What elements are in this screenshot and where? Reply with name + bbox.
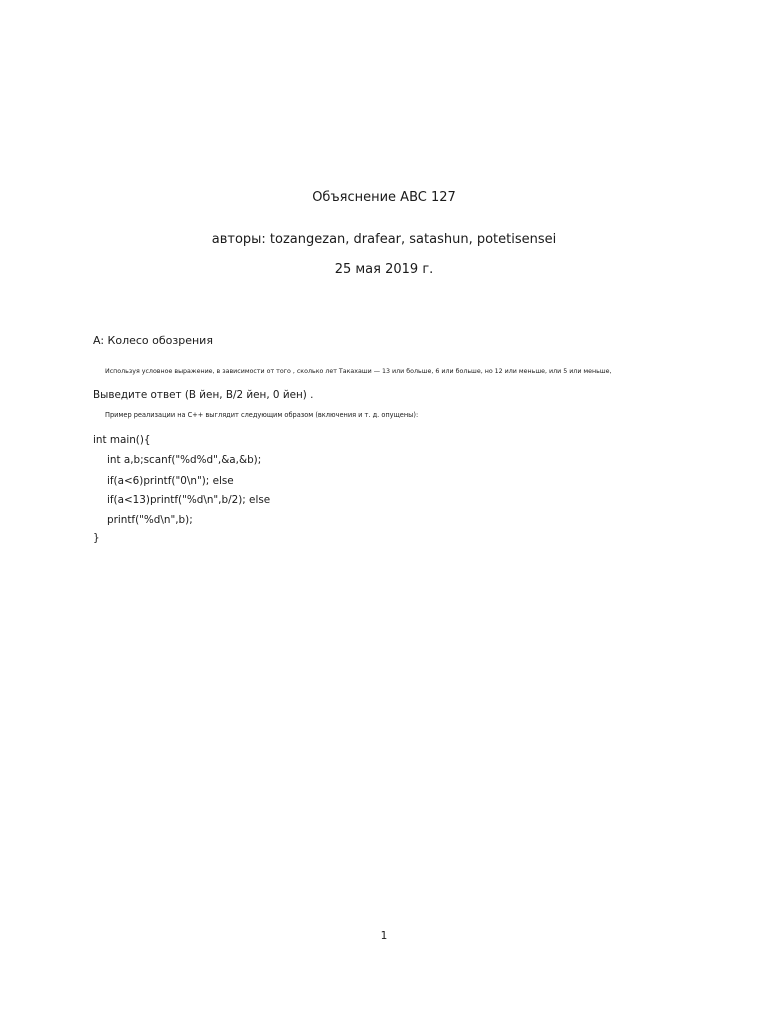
code-line: } xyxy=(93,532,100,544)
page-number: 1 xyxy=(380,930,388,942)
code-line: if(a<6)printf("0\n"); else xyxy=(107,475,234,487)
code-line: printf("%d\n",b); xyxy=(107,514,193,526)
section-heading: A: Колесо обозрения xyxy=(93,334,213,347)
problem-description: Используя условное выражение, в зависимости от того , сколько лет Такахаши — 13 или больше, 6 или больше, но 12 или меньше, или 5 или меньше, xyxy=(105,368,612,375)
document-authors: авторы: tozangezan, drafear, satashun, potetisensei xyxy=(211,232,557,247)
code-line: if(a<13)printf("%d\n",b/2); else xyxy=(107,494,271,506)
document-date: 25 мая 2019 г. xyxy=(334,262,434,277)
code-line: int a,b;scanf("%d%d",&a,&b); xyxy=(107,454,262,466)
code-line: int main(){ xyxy=(93,434,151,446)
document-title: Объяснение ABC 127 xyxy=(312,190,456,205)
output-instruction: Выведите ответ (B йен, B/2 йен, 0 йен) . xyxy=(93,389,314,401)
example-note: Пример реализации на C++ выглядит следующим образом (включения и т. д. опущены): xyxy=(105,411,419,419)
